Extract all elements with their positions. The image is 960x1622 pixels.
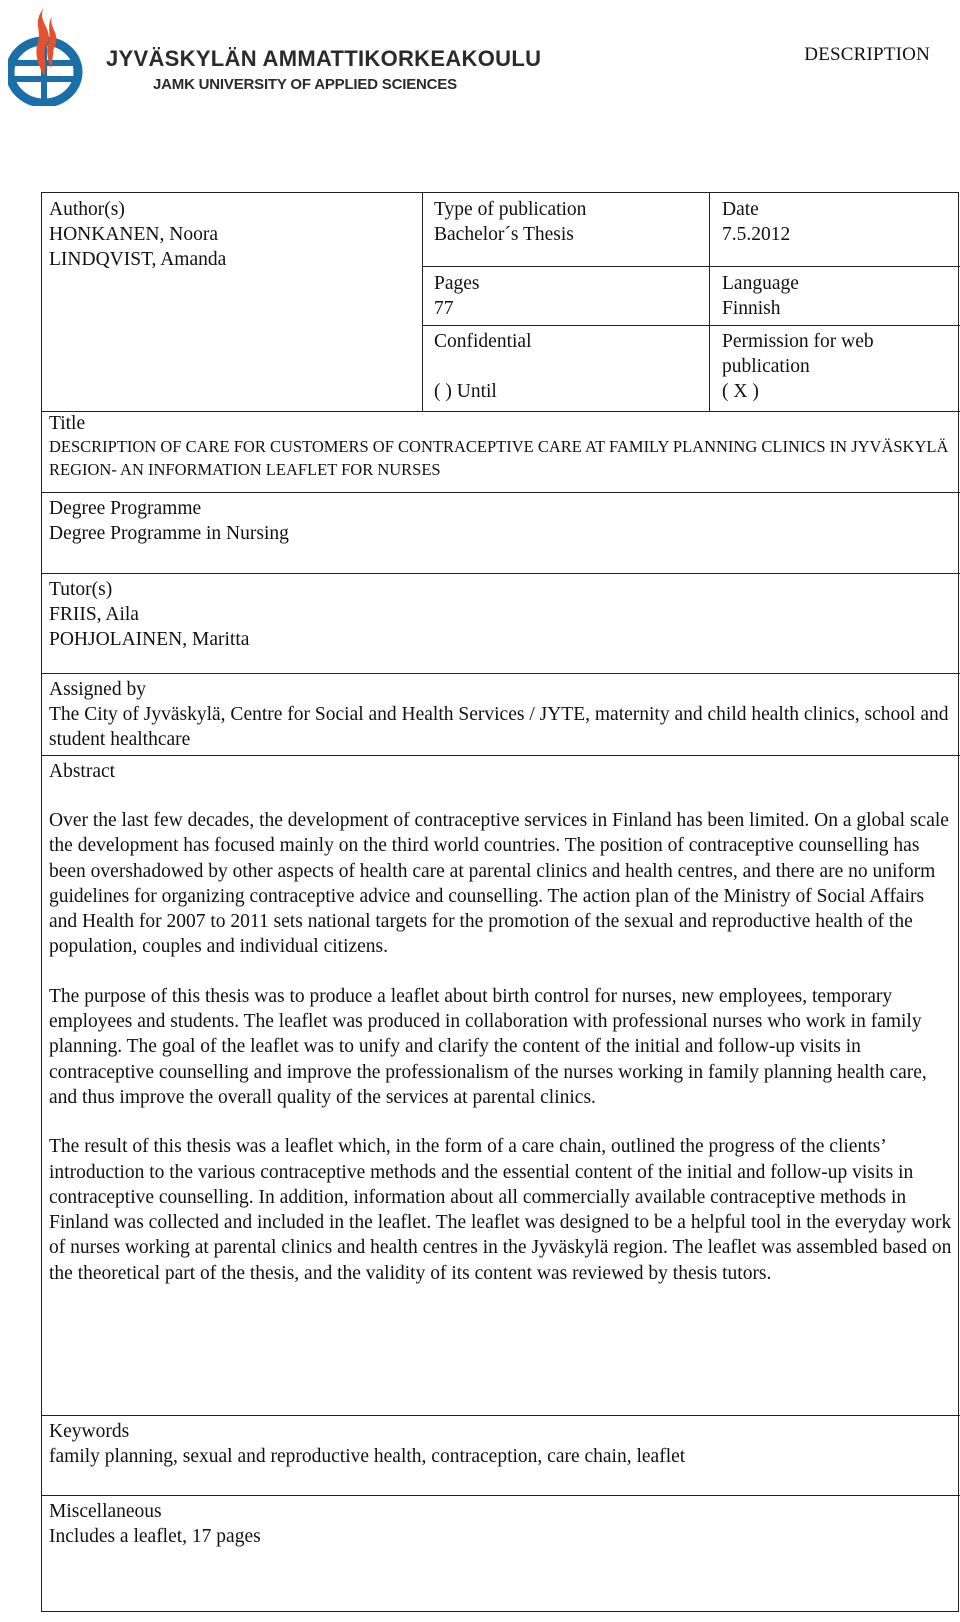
tutor-name: POHJOLAINEN, Maritta (49, 629, 250, 650)
publication-type-label: Type of publication (434, 199, 587, 220)
description-form (41, 192, 959, 1612)
date-value: 7.5.2012 (722, 224, 791, 245)
confidential-cell (434, 329, 704, 404)
permission-label-cont: publication (722, 356, 810, 377)
confidential-label: Confidential (434, 331, 532, 352)
assigned-label: Assigned by (49, 679, 146, 700)
document-type: DESCRIPTION (804, 44, 930, 65)
authors-cell (49, 197, 419, 272)
abstract-paragraph: Over the last few decades, the development of contraceptive services in Finland has been limited. On a global scale the development has focused mainly on the third world countries. The position of contraceptive counselling has been overshadowed by other aspects of health care at parental clinics and health centres, and there are no uniform guidelines for organizing contraceptive advice and counselling. The action plan of the Ministry of Social Affairs and Health for 2007 to 2011 sets national targets for the promotion of the sexual and reproductive health of the population, couples and individual citizens. (49, 810, 949, 958)
jamk-flame-globe-logo-icon (8, 6, 98, 106)
tutors-cell (49, 577, 949, 652)
date-cell (722, 197, 957, 247)
language-label: Language (722, 273, 799, 294)
title-label: Title (49, 413, 86, 434)
tutors-label: Tutor(s) (49, 579, 113, 600)
author-name: HONKANEN, Noora (49, 224, 218, 245)
abstract-paragraph: The purpose of this thesis was to produce a leaflet about birth control for nurses, new employees, temporary employees and students. The leaflet was produced in collaboration with professional nurses who work in family planning. The goal of the leaflet was to unify and clarify the content of the initial and follow-up visits in contraceptive counselling and improve the professionalism of the nurses working in family planning health care, and thus improve the overall quality of the services at parental clinics. (49, 985, 927, 1108)
degree-cell (49, 496, 949, 546)
publication-type-value: Bachelor´s Thesis (434, 224, 574, 245)
language-value: Finnish (722, 298, 781, 319)
degree-value: Degree Programme in Nursing (49, 523, 289, 544)
title-cell (49, 413, 949, 481)
institution-name-fi: JYVÄSKYLÄN AMMATTIKORKEAKOULU (106, 46, 542, 71)
keywords-value: family planning, sexual and reproductive health, contraception, care chain, leaflet (49, 1446, 686, 1467)
abstract-cell (49, 759, 954, 1310)
assigned-text: The City of Jyväskylä, Centre for Social and Health Services / JYTE, maternity and child health clinics, school and student healthcare (49, 704, 949, 750)
degree-label: Degree Programme (49, 498, 202, 519)
assigned-cell (49, 677, 949, 752)
permission-label: Permission for web (722, 331, 874, 352)
author-name: LINDQVIST, Amanda (49, 249, 227, 270)
date-label: Date (722, 199, 759, 220)
permission-value: ( X ) (722, 381, 759, 402)
confidential-value: ( ) Until (434, 381, 497, 402)
thesis-title: DESCRIPTION OF CARE FOR CUSTOMERS OF CONTRACEPTIVE CARE AT FAMILY PLANNING CLINICS IN JYVÄSKYLÄ REGION- AN INFORMATION LEAFLET FOR NURSES (49, 437, 949, 479)
publication-type-cell (434, 197, 704, 247)
tutor-name: FRIIS, Aila (49, 604, 139, 625)
pages-cell (434, 271, 704, 321)
keywords-label: Keywords (49, 1421, 130, 1442)
abstract-paragraph: The result of this thesis was a leaflet which, in the form of a care chain, outlined the progress of the clients’ introduction to the various contraceptive methods and the essential content of the initial and follow-up visits in contraceptive counselling. In addition, information about all commercially available contraceptive methods in Finland was collected and included in the leaflet. The leaflet was designed to be a helpful tool in the everyday work of nurses working at parental clinics and health centres in the Jyväskylä region. The leaflet was assembled based on the theoretical part of the thesis, and the validity of its content was reviewed by thesis tutors. (49, 1136, 952, 1284)
keywords-cell (49, 1419, 949, 1469)
authors-label: Author(s) (49, 199, 125, 220)
pages-label: Pages (434, 273, 480, 294)
institution-name-en: JAMK UNIVERSITY OF APPLIED SCIENCES (153, 76, 457, 93)
misc-label: Miscellaneous (49, 1501, 162, 1522)
institution-logo (8, 6, 542, 106)
abstract-label: Abstract (49, 761, 116, 782)
misc-value: Includes a leaflet, 17 pages (49, 1526, 261, 1547)
permission-cell (722, 329, 957, 404)
pages-value: 77 (434, 298, 454, 319)
misc-cell (49, 1499, 949, 1549)
language-cell (722, 271, 957, 321)
